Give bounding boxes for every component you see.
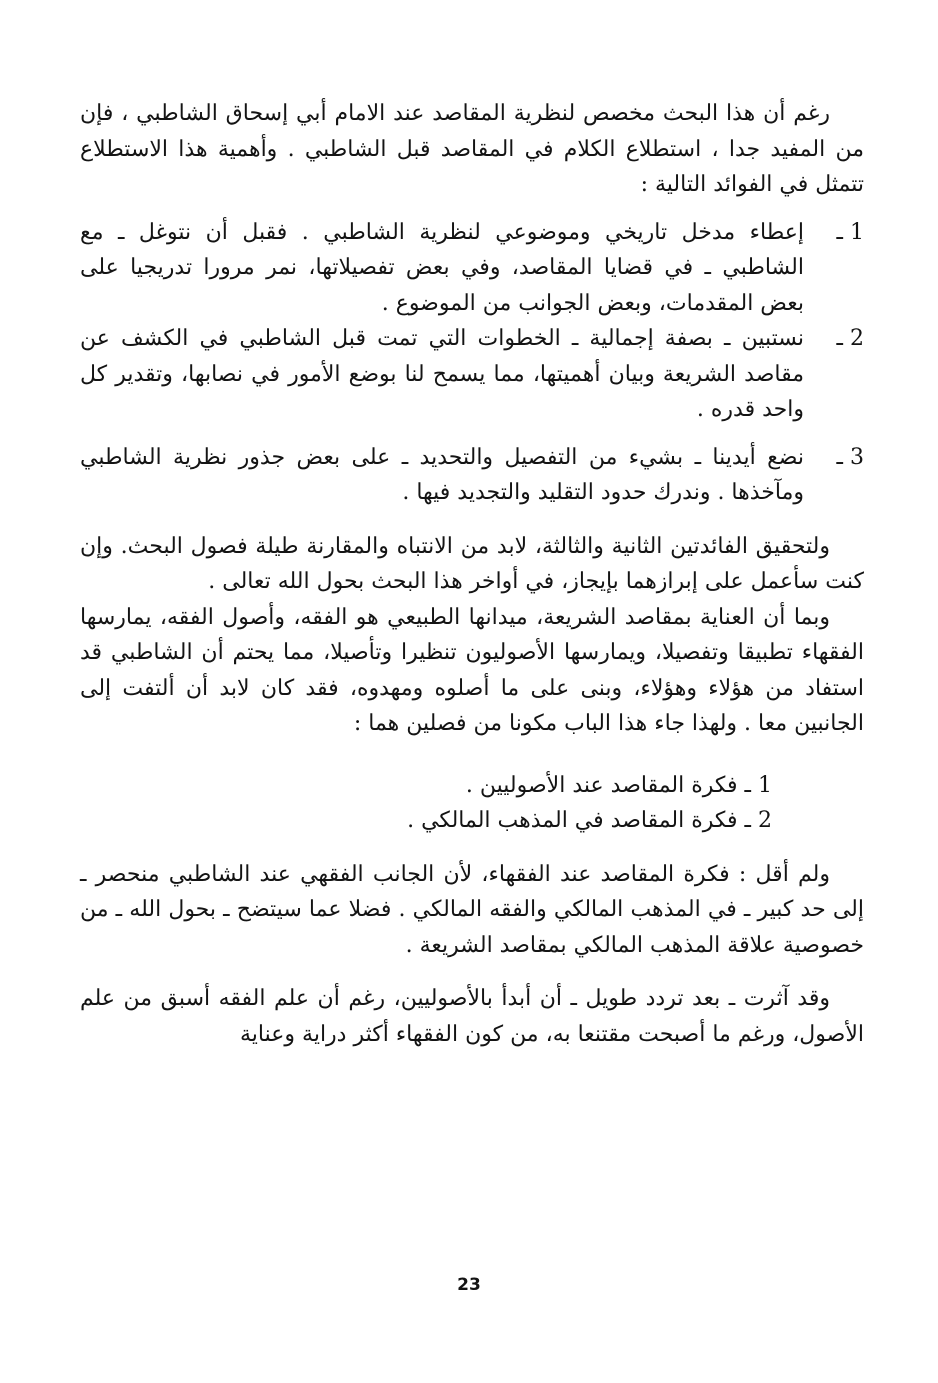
benefit-text: نستبين ـ بصفة إجمالية ـ الخطوات التي تمت قبل الشاطبي في الكشف عن مقاصد الشريعة وبيان أهميتها، مما يسمح لنا بوضع الأمور في نصابها، وتقدير كل واحد قدره . bbox=[80, 326, 804, 422]
benefit-item bbox=[80, 215, 864, 322]
benefit-item bbox=[80, 321, 864, 428]
benefit-text: إعطاء مدخل تاريخي وموضوعي لنظرية الشاطبي . فقبل أن نتوغل ـ مع الشاطبي ـ في قضايا المقاصد، وفي بعض تفصيلاتها، نمر مرورا تدريجيا على بعض المقدمات، وبعض الجوانب من الموضوع . bbox=[80, 219, 804, 316]
paragraph: وقد آثرت ـ بعد تردد طويل ـ أن أبدأ بالأصوليين، رغم أن علم الفقه أسبق من علم الأصول، ورغم ما أصبحت مقتنعا به، من كون الفقهاء أكثر دراية وعناية bbox=[80, 986, 864, 1047]
chapter-item: 1 ـ فكرة المقاصد عند الأصوليين . bbox=[465, 772, 772, 798]
benefit-number: 3 ـ bbox=[836, 444, 864, 470]
benefit-item bbox=[80, 440, 864, 511]
paragraph: وبما أن العناية بمقاصد الشريعة، ميدانها الطبيعي هو الفقه، وأصول الفقه، يمارسها الفقهاء تطبيقا وتفصيلا، ويمارسها الأصوليون تنظيرا وتأصيلا، مما يحتم أن الشاطبي قد استفاد من هؤلاء وهؤلاء، وبنى على ما أصلوه ومهدوه، فقد كان لابد أن ألتفت إلى الجانبين معا . ولهذا جاء هذا الباب مكونا من فصلين هما : bbox=[80, 604, 864, 736]
page-number: 23 bbox=[457, 1275, 481, 1295]
intro-paragraph: رغم أن هذا البحث مخصص لنظرية المقاصد عند الامام أبي إسحاق الشاطبي ، فإن من المفيد جدا ، استطلاع الكلام في المقاصد قبل الشاطبي . وأهمية هذا الاستطلاع تتمثل في الفوائد التالية : bbox=[80, 101, 864, 197]
chapter-item: 2 ـ فكرة المقاصد في المذهب المالكي . bbox=[407, 808, 772, 833]
benefit-text: نضع أيدينا ـ بشيء من التفصيل والتحديد ـ على بعض جذور نظرية الشاطبي ومآخذها . وندرك حدود التقليد والتجديد فيها . bbox=[80, 444, 804, 505]
paragraph: ولتحقيق الفائدتين الثانية والثالثة، لابد من الانتباه والمقارنة طيلة فصول البحث. وإن كنت سأعمل على إبرازهما بإيجاز، في أواخر هذا البحث بحول الله تعالى . bbox=[80, 533, 864, 594]
benefit-number: 2 ـ bbox=[836, 326, 864, 351]
benefit-number: 1 ـ bbox=[836, 219, 864, 245]
page-body bbox=[80, 96, 864, 1052]
paragraph: ولم أقل : فكرة المقاصد عند الفقهاء، لأن الجانب الفقهي عند الشاطبي منحصر ـ إلى حد كبير ـ في المذهب المالكي والفقه المالكي . فضلا عما سيتضح ـ بحول الله ـ من خصوصية علاقة المذهب المالكي بمقاصد الشريعة . bbox=[80, 861, 864, 958]
